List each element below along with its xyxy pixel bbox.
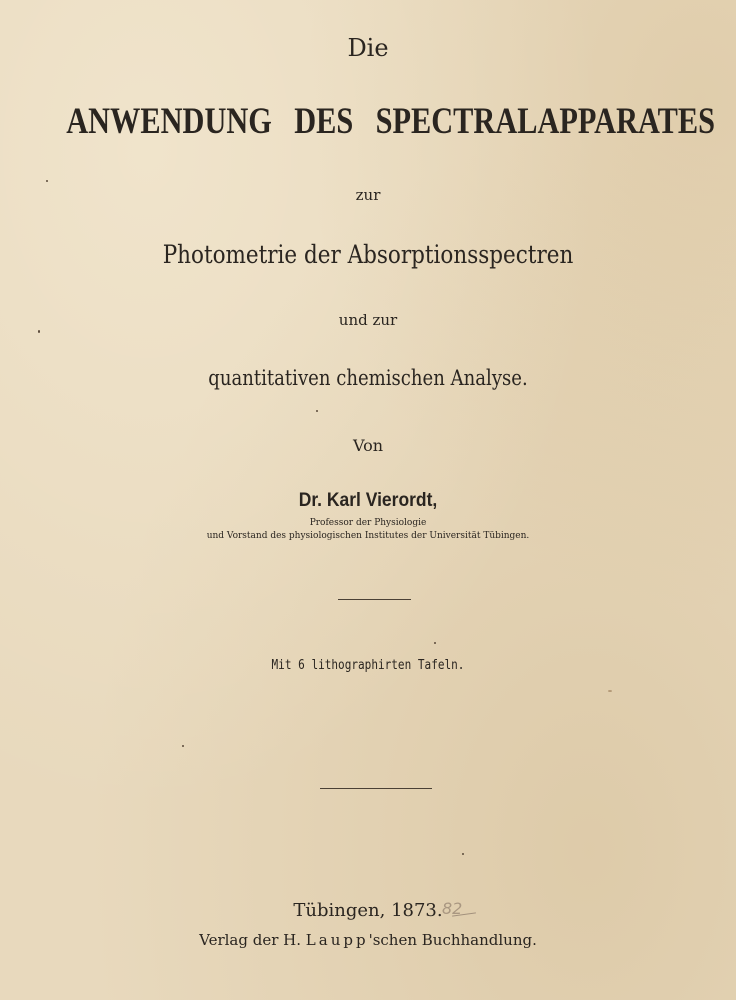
by-line: Von — [352, 436, 384, 455]
author-affiliation-line1: Professor der Physiologie — [309, 518, 427, 528]
publisher-suffix: 'schen Buchhandlung. — [368, 931, 537, 949]
handwritten-annotation: 82 — [442, 899, 463, 918]
connector-und-zur: und zur — [338, 311, 398, 329]
paper-speck — [434, 642, 436, 644]
divider-rule-bottom — [320, 788, 432, 789]
subtitle: Photometrie der Absorptionsspectren — [162, 240, 574, 269]
paper-speck — [182, 745, 184, 747]
paper-speck — [46, 180, 48, 182]
publisher-prefix: Verlag der H. — [199, 931, 302, 949]
title-die: Die — [347, 34, 389, 62]
imprint-place-year: Tübingen, 1873. — [293, 900, 443, 921]
imprint-publisher — [0, 931, 736, 949]
plates-note: Mit 6 lithographirten Tafeln. — [271, 658, 465, 673]
paper-speck — [316, 410, 318, 412]
author-affiliation-line2: und Vorstand des physiologischen Institutes der Universität Tübingen. — [206, 531, 530, 541]
paper-speck — [462, 853, 464, 855]
paper-speck — [38, 330, 40, 333]
author-name: Dr. Karl Vierordt, — [298, 490, 438, 511]
paper-speck — [608, 690, 612, 692]
subtitle-second: quantitativen chemischen Analyse. — [208, 366, 528, 390]
main-title: ANWENDUNG DES SPECTRALAPPARATES — [66, 101, 716, 142]
publisher-name: Laupp — [305, 931, 369, 949]
divider-rule-top — [338, 599, 411, 600]
connector-zur: zur — [355, 186, 381, 204]
